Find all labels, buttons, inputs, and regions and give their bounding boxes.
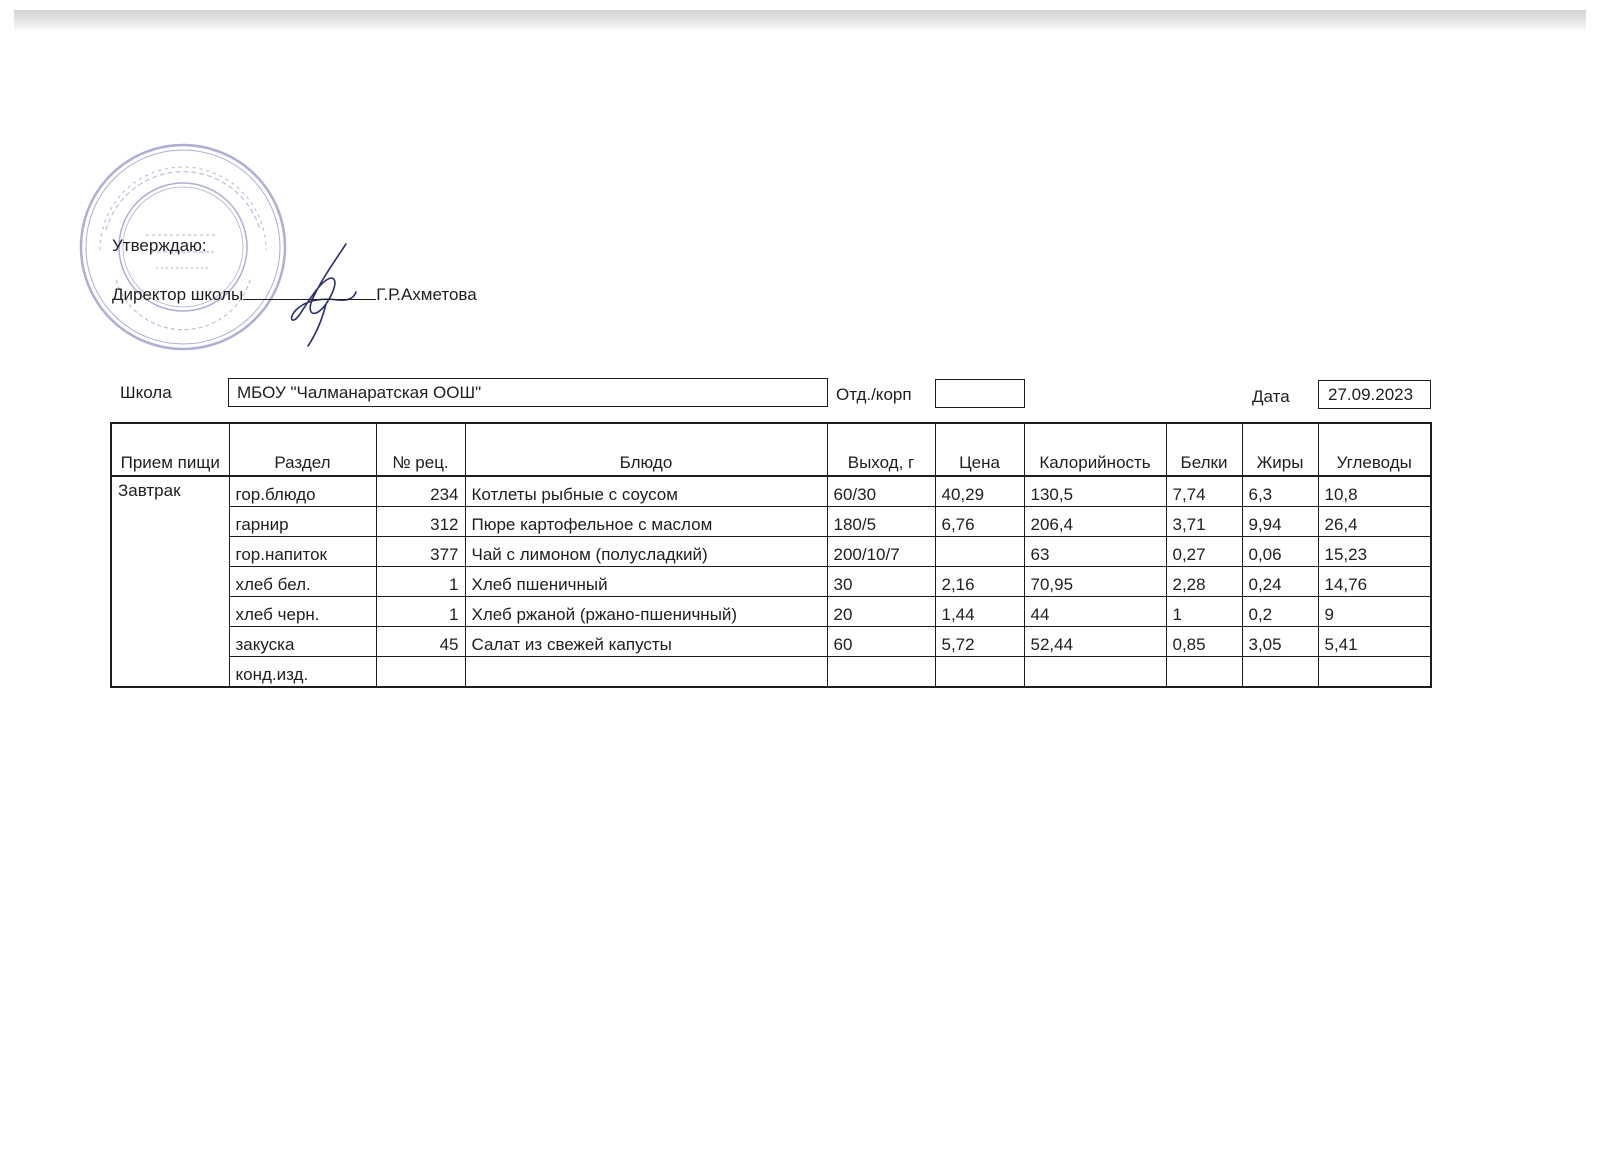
header-meal: Прием пищи [111,423,229,476]
output-cell: 60/30 [827,476,935,507]
calories-cell: 206,4 [1024,507,1166,537]
fats-cell: 6,3 [1242,476,1318,507]
section-cell: гарнир [229,507,376,537]
recipe-cell: 45 [376,627,465,657]
carbs-cell: 10,8 [1318,476,1431,507]
calories-cell: 63 [1024,537,1166,567]
table-row [111,657,1431,688]
table-row [111,627,1431,657]
menu-table [110,422,1432,688]
recipe-cell [376,657,465,688]
recipe-cell: 1 [376,567,465,597]
table-row [111,537,1431,567]
approve-label: Утверждаю: [112,236,207,255]
meal-cell: Завтрак [111,476,229,687]
fats-cell: 0,24 [1242,567,1318,597]
header-calories: Калорийность [1024,423,1166,476]
proteins-cell [1166,657,1242,688]
fats-cell: 9,94 [1242,507,1318,537]
recipe-cell: 234 [376,476,465,507]
header-dish: Блюдо [465,423,827,476]
fats-cell: 3,05 [1242,627,1318,657]
recipe-cell: 1 [376,597,465,627]
output-cell: 20 [827,597,935,627]
section-cell: хлеб бел. [229,567,376,597]
signature-line [243,285,376,300]
header-fats: Жиры [1242,423,1318,476]
section-cell: закуска [229,627,376,657]
date-field: 27.09.2023 [1318,380,1431,409]
table-row [111,476,1431,507]
table-row [111,507,1431,537]
table-row [111,567,1431,597]
director-label: Директор школы [112,285,244,304]
proteins-cell: 0,27 [1166,537,1242,567]
output-cell [827,657,935,688]
carbs-cell [1318,657,1431,688]
dish-cell: Хлеб пшеничный [465,567,827,597]
dish-cell: Чай с лимоном (полусладкий) [465,537,827,567]
carbs-cell: 15,23 [1318,537,1431,567]
calories-cell: 130,5 [1024,476,1166,507]
director-line [112,285,477,305]
section-cell: гор.блюдо [229,476,376,507]
proteins-cell: 3,71 [1166,507,1242,537]
calories-cell: 44 [1024,597,1166,627]
header-section: Раздел [229,423,376,476]
dish-cell: Хлеб ржаной (ржано-пшеничный) [465,597,827,627]
header-recipe: № рец. [376,423,465,476]
dept-field [935,379,1025,408]
price-cell [935,657,1024,688]
proteins-cell: 7,74 [1166,476,1242,507]
carbs-cell: 26,4 [1318,507,1431,537]
header-price: Цена [935,423,1024,476]
price-cell [935,537,1024,567]
dish-cell [465,657,827,688]
recipe-cell: 312 [376,507,465,537]
school-field: МБОУ "Чалманаратская ООШ" [228,378,828,407]
carbs-cell: 14,76 [1318,567,1431,597]
table-header-row [111,423,1431,476]
proteins-cell: 0,85 [1166,627,1242,657]
carbs-cell: 9 [1318,597,1431,627]
header-output: Выход, г [827,423,935,476]
section-cell: конд.изд. [229,657,376,688]
school-label: Школа [120,383,172,402]
proteins-cell: 2,28 [1166,567,1242,597]
director-name: Г.Р.Ахметова [376,285,477,304]
output-cell: 60 [827,627,935,657]
dish-cell: Пюре картофельное с маслом [465,507,827,537]
calories-cell [1024,657,1166,688]
carbs-cell: 5,41 [1318,627,1431,657]
output-cell: 180/5 [827,507,935,537]
output-cell: 200/10/7 [827,537,935,567]
price-cell: 6,76 [935,507,1024,537]
price-cell: 5,72 [935,627,1024,657]
price-cell: 1,44 [935,597,1024,627]
header-proteins: Белки [1166,423,1242,476]
date-label: Дата [1252,387,1290,406]
calories-cell: 70,95 [1024,567,1166,597]
dish-cell: Салат из свежей капусты [465,627,827,657]
proteins-cell: 1 [1166,597,1242,627]
header-carbs: Углеводы [1318,423,1431,476]
output-cell: 30 [827,567,935,597]
fats-cell: 0,2 [1242,597,1318,627]
price-cell: 40,29 [935,476,1024,507]
table-row [111,597,1431,627]
section-cell: хлеб черн. [229,597,376,627]
section-cell: гор.напиток [229,537,376,567]
recipe-cell: 377 [376,537,465,567]
fats-cell [1242,657,1318,688]
fats-cell: 0,06 [1242,537,1318,567]
calories-cell: 52,44 [1024,627,1166,657]
price-cell: 2,16 [935,567,1024,597]
dish-cell: Котлеты рыбные с соусом [465,476,827,507]
dept-label: Отд./корп [836,385,912,404]
